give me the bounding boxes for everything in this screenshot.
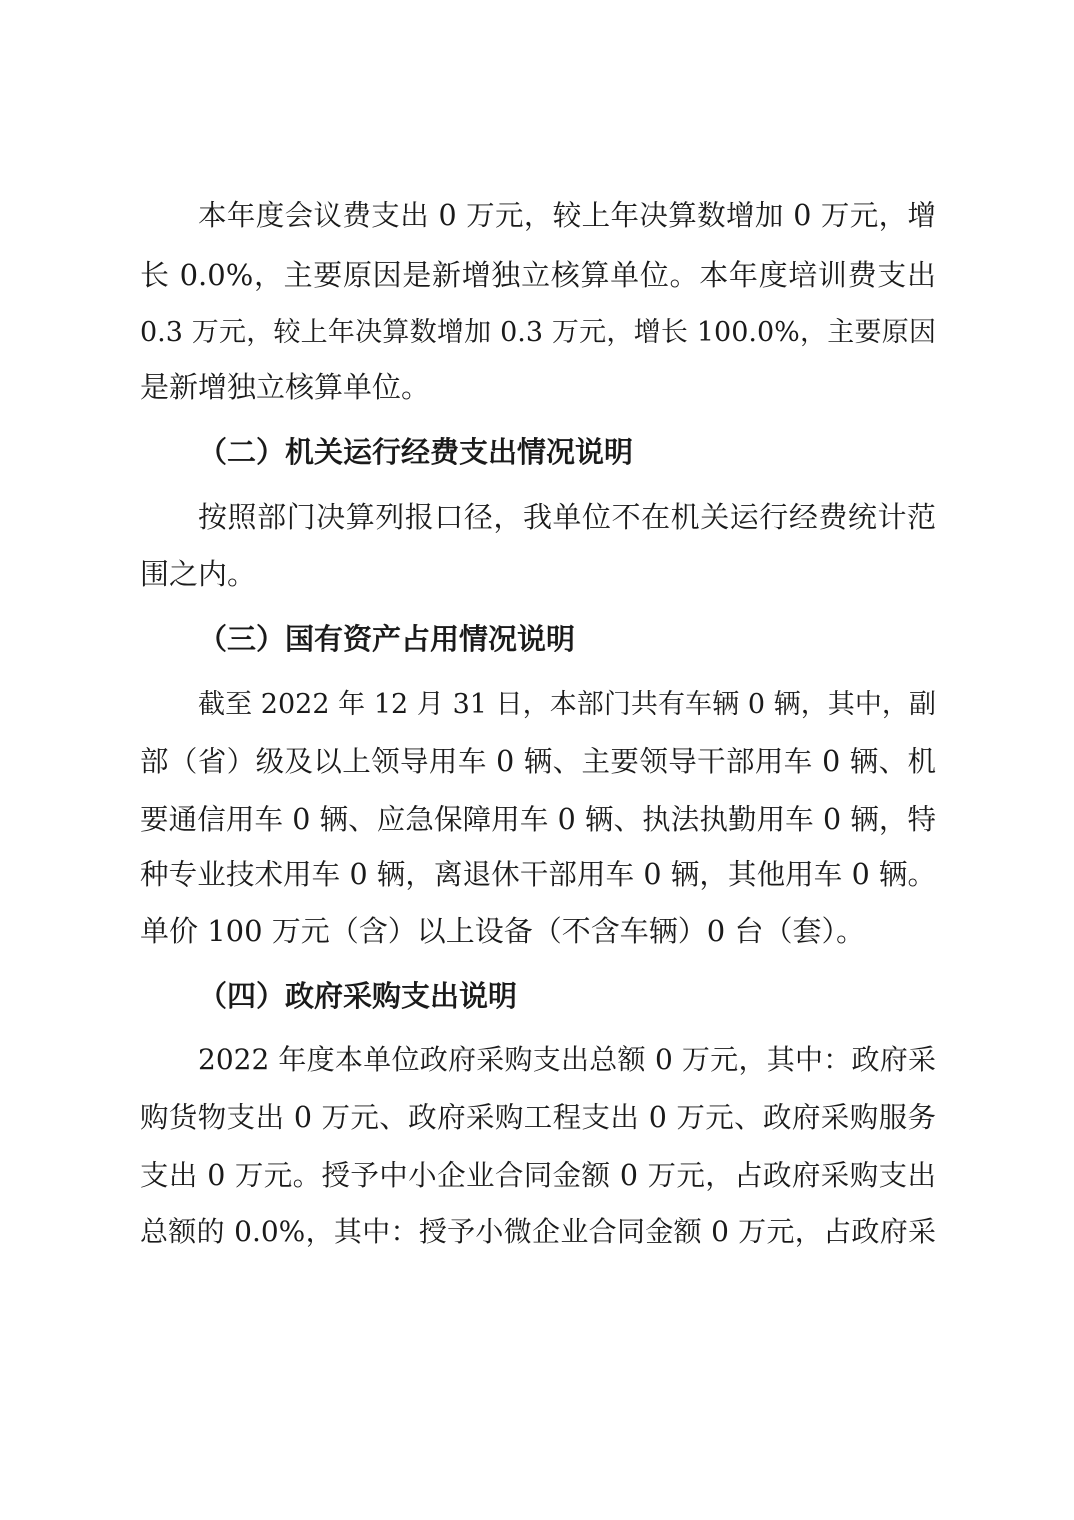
- paragraph-3-line-3: 要通信用车 0 辆、应急保障用车 0 辆、执法执勤用车 0 辆，特: [140, 803, 936, 836]
- paragraph-3-line-2: 部（省）级及以上领导用车 0 辆、主要领导干部用车 0 辆、机: [140, 745, 936, 778]
- section-heading-3: （三）国有资产占用情况说明: [198, 622, 576, 656]
- paragraph-4-line-4: 总额的 0.0%，其中：授予小微企业合同金额 0 万元，占政府采: [140, 1215, 936, 1248]
- section-heading-2: （二）机关运行经费支出情况说明: [198, 435, 634, 469]
- paragraph-4-line-2: 购货物支出 0 万元、政府采购工程支出 0 万元、政府采购服务: [140, 1101, 936, 1134]
- paragraph-4-line-1: 2022 年度本单位政府采购支出总额 0 万元，其中：政府采: [198, 1043, 936, 1076]
- paragraph-2-line-2: 围之内。: [140, 557, 257, 591]
- paragraph-3-line-5: 单价 100 万元（含）以上设备（不含车辆）0 台（套）。: [140, 914, 865, 948]
- section-heading-4: （四）政府采购支出说明: [198, 979, 518, 1013]
- paragraph-1-line-3: 0.3 万元，较上年决算数增加 0.3 万元，增长 100.0%，主要原因: [140, 317, 936, 348]
- paragraph-2-line-1: 按照部门决算列报口径，我单位不在机关运行经费统计范: [198, 500, 936, 534]
- paragraph-3-line-1: 截至 2022 年 12 月 31 日，本部门共有车辆 0 辆，其中，副: [198, 689, 936, 720]
- paragraph-1-line-2: 长 0.0%，主要原因是新增独立核算单位。本年度培训费支出: [140, 258, 936, 292]
- paragraph-1-line-1: 本年度会议费支出 0 万元，较上年决算数增加 0 万元，增: [198, 199, 936, 232]
- paragraph-4-line-3: 支出 0 万元。授予中小企业合同金额 0 万元，占政府采购支出: [140, 1159, 936, 1192]
- paragraph-1-line-4: 是新增独立核算单位。: [140, 370, 431, 404]
- paragraph-3-line-4: 种专业技术用车 0 辆，离退休干部用车 0 辆，其他用车 0 辆。: [140, 858, 936, 891]
